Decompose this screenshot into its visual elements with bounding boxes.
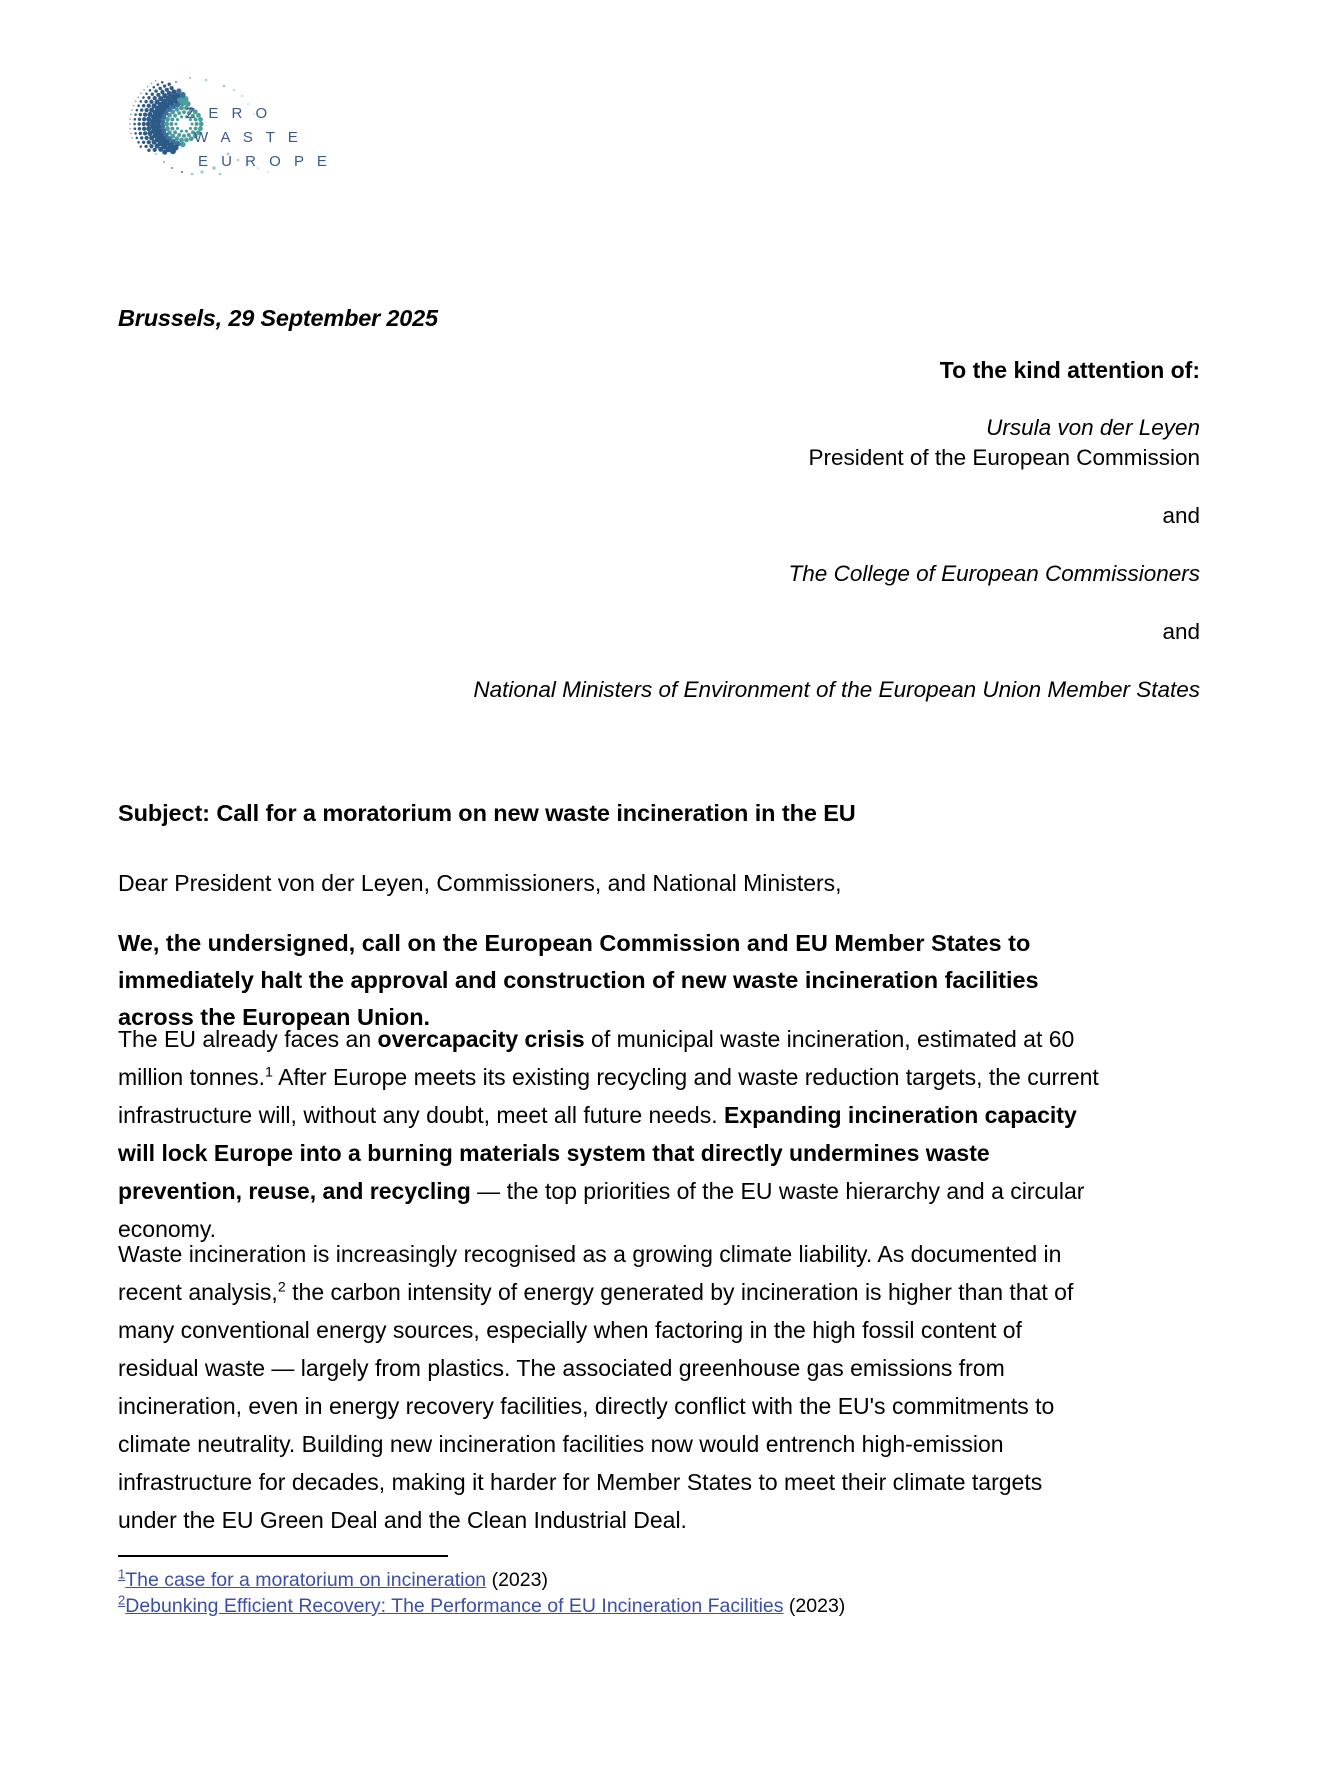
footnote-separator-rule — [118, 1555, 448, 1557]
body-paragraph-one — [118, 1020, 1103, 1248]
date-line: Brussels, 29 September 2025 — [118, 305, 438, 331]
footnote-area — [118, 1555, 1118, 1619]
spacer — [118, 589, 1200, 617]
conjunction-1: and — [1162, 503, 1200, 528]
logo-line-waste: W A S T E — [194, 129, 303, 146]
p1-text-1: The EU already faces an — [118, 1026, 378, 1052]
p1-text-4: — the top priorities of the EU waste hierarchy and a circular economy. — [118, 1178, 1085, 1242]
footnote-2-marker: 2 — [118, 1592, 126, 1608]
spacer — [118, 531, 1200, 559]
subject-line: Subject: Call for a moratorium on new waste incineration in the EU — [118, 800, 856, 826]
call-to-action-paragraph: We, the undersigned, call on the European Commission and EU Member States to immediately halt the approval and construction of new waste incineration facilities across the European Union. — [118, 930, 1039, 1030]
p1-bold-2: Expanding incineration capacity will lock Europe into a burning materials system that directly undermines waste prevention, reuse, and recycling — [118, 1102, 1077, 1204]
p1-bold-1: overcapacity crisis — [377, 1026, 585, 1052]
footnote-ref-2[interactable]: 2 — [277, 1279, 286, 1296]
footnote-2-link[interactable]: Debunking Efficient Recovery: The Performance of EU Incineration Facilities — [125, 1595, 784, 1617]
recipient-name-2: The College of European Commissioners — [788, 561, 1200, 586]
p1-text-2: of municipal waste incineration, estimated at 60 million tonnes. — [118, 1026, 1075, 1090]
footnote-2-year: (2023) — [783, 1595, 846, 1617]
p1-text-3: After Europe meets its existing recycling and waste reduction targets, the current infrastructure will, without any doubt, meet all future needs. — [118, 1064, 1099, 1128]
spacer — [118, 647, 1200, 675]
footnote-1-link[interactable]: The case for a moratorium on incineration — [125, 1569, 487, 1591]
logo-line-zero: Z E R O — [186, 105, 272, 122]
footnote-1-year: (2023) — [486, 1569, 548, 1591]
footnote-ref-1[interactable]: 1 — [265, 1064, 273, 1081]
footnote-1-marker: 1 — [118, 1566, 126, 1582]
recipient-name-3: National Ministers of Environment of the European Union Member States — [473, 677, 1200, 702]
p2-text-2: the carbon intensity of energy generated by incineration is higher than that of many conventional energy sources, especially when factoring in the high fossil content of residual waste — largely from plastics. The associated greenhouse gas emissions from incineration, even in energy recovery facilities, directly conflict with the EU's commitments to climate neutrality. Building new incineration facilities now would entrench high-emission infrastructure for decades, making it harder for Member States to meet their climate targets under the EU Green Deal and the Clean Industrial Deal. — [118, 1279, 1074, 1533]
zero-waste-europe-logo — [128, 68, 358, 183]
p2-text-1: Waste incineration is increasingly recognised as a growing climate liability. As documented in recent analysis, — [118, 1241, 1062, 1305]
addressee-block — [118, 355, 1200, 705]
logo-line-europe: E U R O P E — [198, 153, 332, 170]
logo-icon — [128, 68, 358, 183]
conjunction-2: and — [1162, 619, 1200, 644]
footnote-2 — [118, 1593, 1118, 1619]
spacer — [118, 473, 1200, 501]
salutation: Dear President von der Leyen, Commissioners, and National Ministers, — [118, 870, 842, 896]
recipient-role-1: President of the European Commission — [808, 445, 1200, 470]
recipient-name-1: Ursula von der Leyen — [986, 415, 1200, 440]
attention-heading: To the kind attention of: — [939, 357, 1200, 383]
body-paragraph-two — [118, 1235, 1100, 1539]
footnote-1 — [118, 1567, 1118, 1593]
